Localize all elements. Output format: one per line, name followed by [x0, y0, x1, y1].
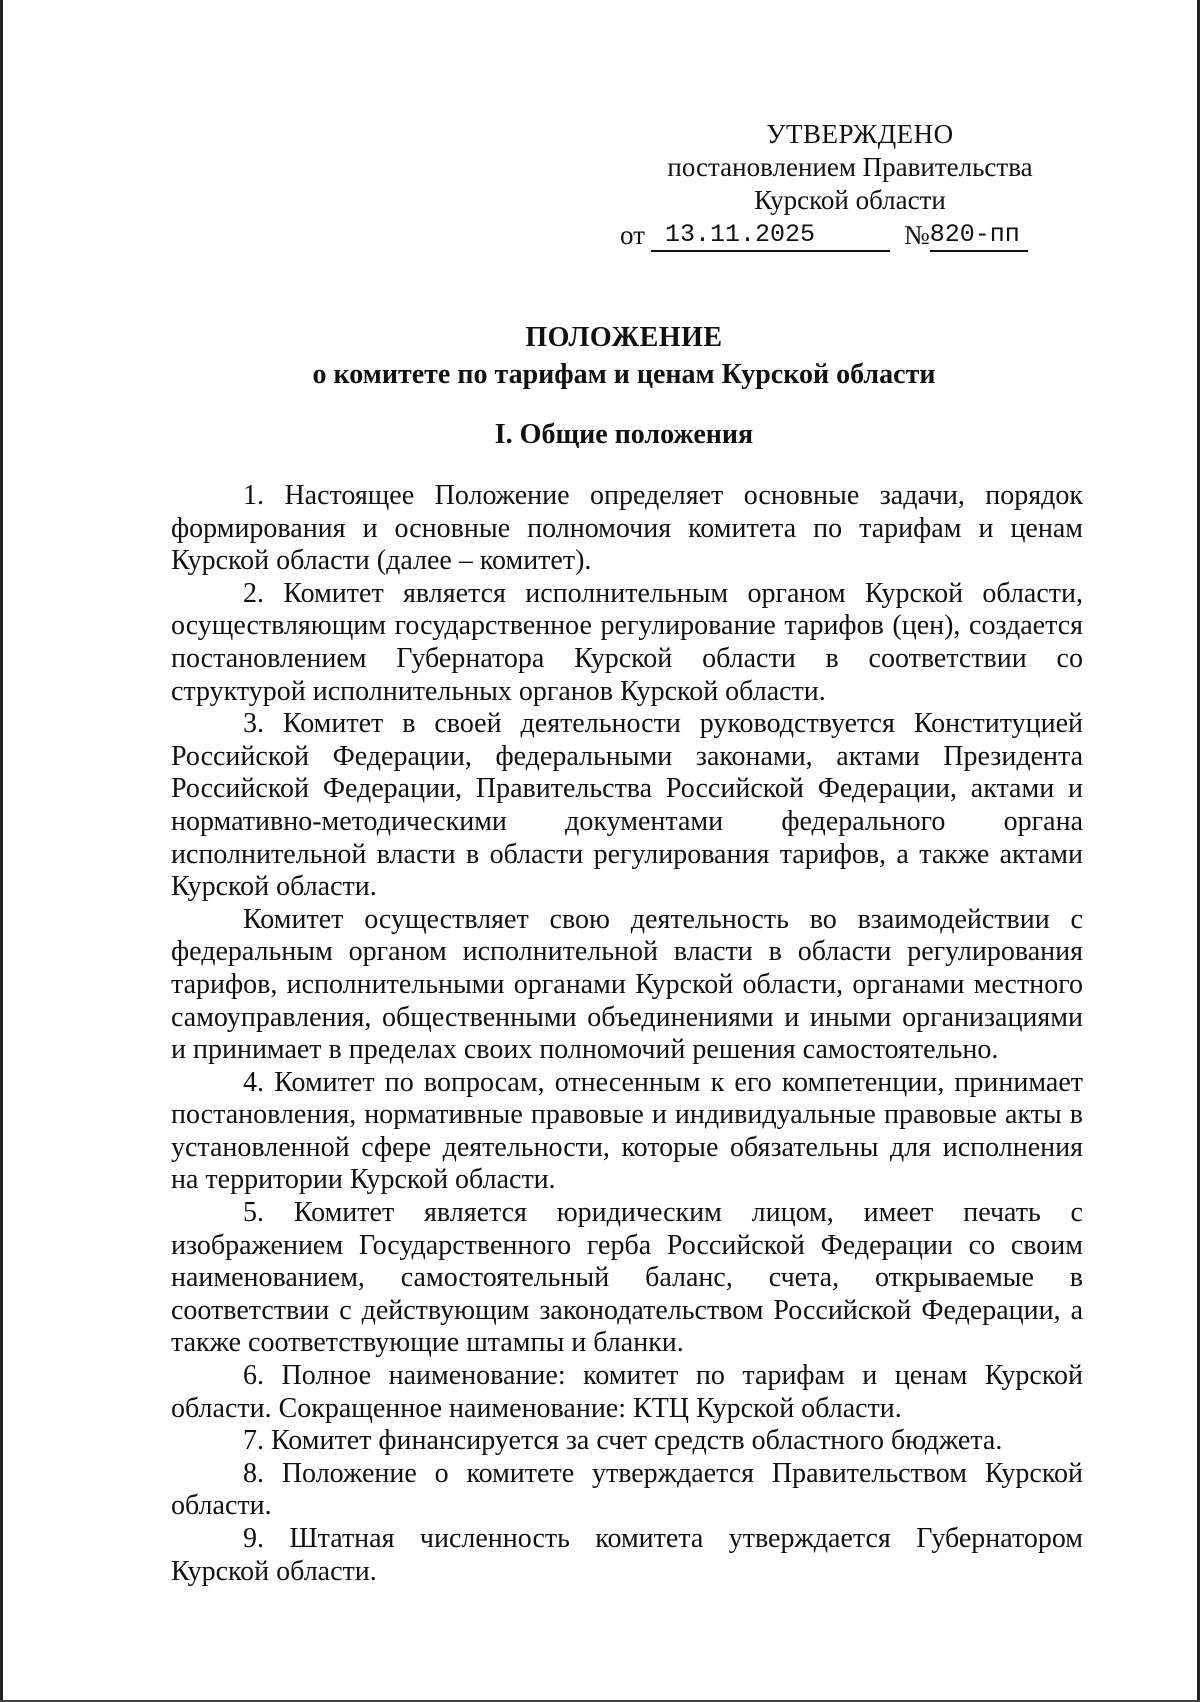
paragraph-4: 4. Комитет по вопросам, отнесенным к его компетенции, принимает постановления, нормативные правовые и индивидуальные правовые акты в установленной сфере деятельности, которые обязательны для исполнения на территории Курской области.: [171, 1066, 1083, 1196]
approval-date-number-row: [620, 219, 1080, 252]
from-label: от: [620, 220, 645, 250]
number-label: №: [903, 220, 930, 250]
document-subtitle: о комитете по тарифам и ценам Курской области: [312, 359, 936, 390]
paragraph-3-continued: Комитет осуществляет свою деятельность во взаимодействии с федеральным органом исполнительной власти в области регулирования тарифов, исполнительными органами Курской области, органами местного самоуправления, общественными объединениями и иными организациями и принимает в пределах своих полномочий решения самостоятельно.: [171, 903, 1083, 1066]
document-title-block: [0, 320, 1200, 393]
document-body: [171, 480, 1083, 1588]
approval-date: 13.11.2025: [651, 220, 890, 252]
approval-stamp-heading: УТВЕРЖДЕНО: [766, 119, 954, 149]
section-heading: I. Общие положения: [494, 419, 754, 450]
paragraph-2: 2. Комитет является исполнительным органом Курской области, осуществляющим государственное регулирование тарифов (цен), создается постановлением Губернатора Курской области в соответствии со структурой исполнительных органов Курской области.: [171, 577, 1083, 707]
approval-block: [620, 118, 1080, 252]
scan-border-left: [0, 0, 3, 1702]
paragraph-6: 6. Полное наименование: комитет по тарифам и ценам Курской области. Сокращенное наименование: КТЦ Курской области.: [171, 1360, 1083, 1424]
paragraph-8: 8. Положение о комитете утверждается Правительством Курской области.: [171, 1457, 1083, 1522]
paragraph-9: 9. Штатная численность комитета утверждается Губернатором Курской области.: [171, 1523, 1083, 1587]
paragraph-5: 5. Комитет является юридическим лицом, имеет печать с изображением Государственного герба Российской Федерации со своим наименованием, самостоятельный баланс, счета, открываемые в соответствии с действующим законодательством Российской Федерации, а также соответствующие штампы и бланки.: [171, 1197, 1083, 1359]
approval-number: 820-пп: [930, 220, 1028, 252]
approval-line-1: постановлением Правительства: [667, 152, 1033, 182]
paragraph-7: 7. Комитет финансируется за счет средств областного бюджета.: [243, 1425, 1003, 1457]
paragraph-3: 3. Комитет в своей деятельности руководствуется Конституцией Российской Федерации, федеральными законами, актами Президента Российской Федерации, Правительства Российской Федерации, актами и нормативно-методическими документами федерального органа исполнительной власти в области регулирования тарифов, а также актами Курской области.: [171, 708, 1083, 903]
approval-line-2: Курской области: [754, 185, 946, 215]
paragraph-1: 1. Настоящее Положение определяет основные задачи, порядок формирования и основные полномочия комитета по тарифам и ценам Курской области (далее – комитет).: [171, 480, 1083, 577]
document-title: ПОЛОЖЕНИЕ: [525, 322, 723, 353]
